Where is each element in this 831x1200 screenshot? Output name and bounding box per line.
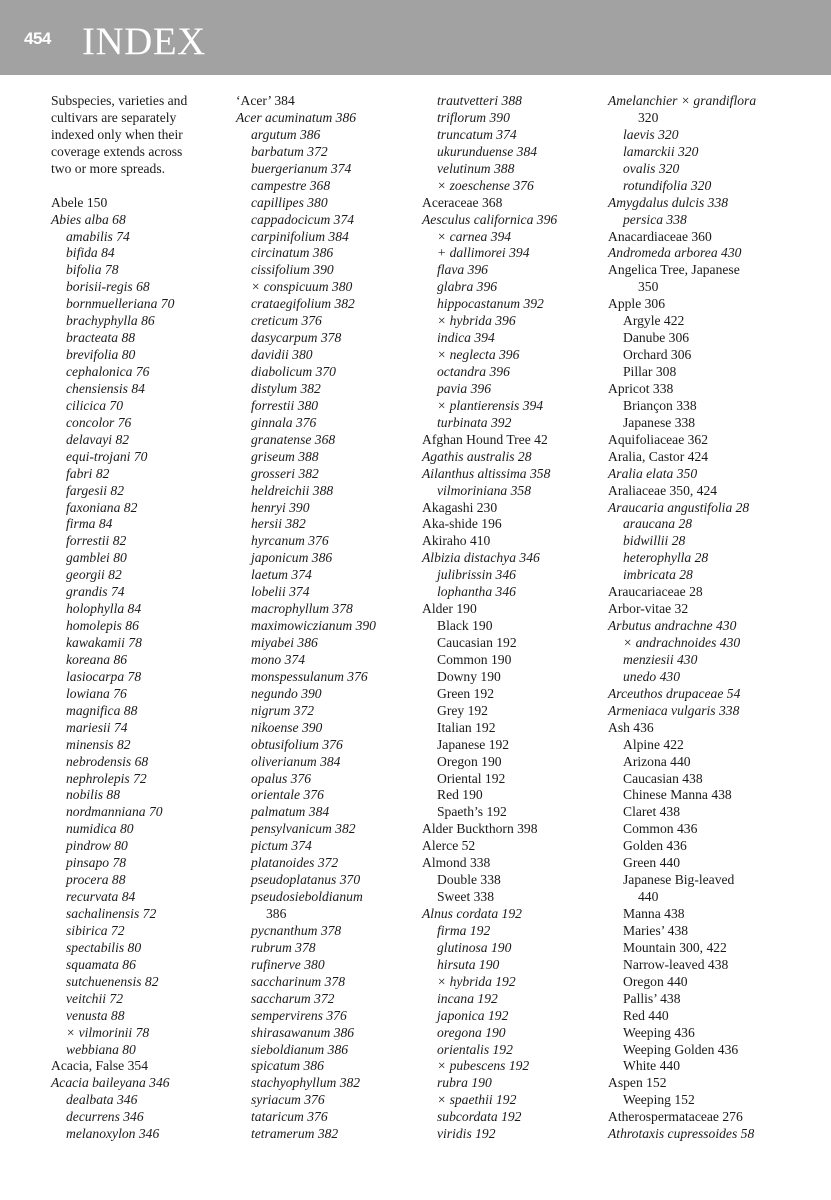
index-subentry: macrophyllum 378 [251,601,353,617]
index-subentry: barbatum 372 [251,143,328,159]
index-subentry: Golden 436 [623,838,687,854]
index-subentry: koreana 86 [66,651,128,667]
index-subentry: hersii 382 [251,516,306,532]
index-subentry: nigrum 372 [251,702,315,718]
index-subentry: × vilmorinii 78 [66,1024,150,1040]
index-subentry: × hybrida 192 [437,973,516,989]
index-subentry: diabolicum 370 [251,364,336,379]
index-subentry: syriacum 376 [251,1092,325,1108]
index-subentry: Oregon 440 [623,973,688,989]
index-subentry: + dallimorei 394 [437,245,530,261]
index-subentry: granatense 368 [251,431,336,447]
index-subentry: Argyle 422 [623,313,685,329]
index-subentry: orientale 376 [251,787,324,803]
index-subentry: sempervirens 376 [251,1007,347,1023]
index-entry: Arceuthos drupaceae 54 [608,685,741,701]
index-subentry: laevis 320 [623,126,679,142]
index-subentry: equi-trojani 70 [66,448,148,464]
index-entry: Alder 190 [422,601,477,617]
index-entry: Anacardiaceae 360 [608,228,712,244]
index-subentry: cilicica 70 [66,397,123,413]
index-subentry: sachalinensis 72 [66,906,157,921]
index-entry: Almond 338 [422,855,491,871]
index-entry: Acer acuminatum 386 [236,109,357,125]
index-subentry: holophylla 84 [66,601,142,617]
index-subentry: webbiana 80 [66,1041,136,1057]
index-subentry: Red 440 [623,1007,669,1023]
index-subentry: pinsapo 78 [66,855,127,871]
index-entry: Acacia, False 354 [51,1058,149,1074]
index-subentry: 320 [638,109,659,125]
index-entry: cultivars are separately [51,109,177,125]
index-subentry: maximowiczianum 390 [251,618,376,634]
index-subentry: campestre 368 [251,177,331,193]
index-subentry: octandra 396 [437,364,510,379]
index-subentry: fargesii 82 [66,482,125,498]
index-subentry: gamblei 80 [66,550,127,566]
index-entry: Aquifoliaceae 362 [608,431,709,447]
index-subentry: Double 338 [437,872,501,888]
index-subentry: miyabei 386 [251,635,318,650]
index-subentry: Common 190 [437,651,512,667]
index-subentry: julibrissin 346 [437,567,516,583]
index-subentry: cissifolium 390 [251,262,334,278]
index-subentry: melanoxylon 346 [66,1126,160,1142]
index-subentry: White 440 [623,1058,681,1074]
index-subentry: Caucasian 438 [623,770,703,786]
index-entry: Ailanthus altissima 358 [422,465,551,481]
index-subentry: concolor 76 [66,414,132,430]
index-entry: Arbor-vitae 32 [608,601,689,617]
index-entry: Aesculus californica 396 [422,211,558,227]
index-subentry: spicatum 386 [251,1058,324,1074]
index-column-3 [422,93,557,1143]
index-subentry: menziesii 430 [623,651,698,667]
index-subentry: sutchuenensis 82 [66,973,159,989]
index-subentry: × pubescens 192 [437,1058,530,1074]
index-subentry: obtusifolium 376 [251,736,343,752]
index-subentry: pensylvanicum 382 [251,821,356,837]
index-subentry: 440 [638,889,659,905]
index-entry: ‘Acer’ 384 [236,93,295,108]
index-subentry: × andrachnoides 430 [623,635,741,650]
index-subentry: circinatum 386 [251,245,334,261]
index-entry: Araucaria angustifolia 28 [608,499,750,515]
index-subentry: glutinosa 190 [437,939,512,955]
index-subentry: veitchii 72 [66,990,123,1006]
index-subentry: indica 394 [437,330,495,346]
index-subentry: flava 396 [437,262,488,278]
index-entry: indexed only when their [51,126,183,142]
index-subentry: triflorum 390 [437,109,510,125]
index-subentry: venusta 88 [66,1007,125,1023]
index-subentry: pindrow 80 [66,838,128,854]
index-subentry: vilmoriniana 358 [437,482,532,498]
index-subentry: forrestii 82 [66,533,127,549]
index-subentry: viridis 192 [437,1126,496,1142]
index-subentry: hippocastanum 392 [437,296,544,312]
page-header [0,0,831,75]
index-entry: Atherospermataceae 276 [608,1109,743,1125]
index-subentry: saccharum 372 [251,990,335,1006]
index-subentry: imbricata 28 [623,567,693,583]
index-subentry: Pillar 308 [623,364,677,379]
index-subentry: Oregon 190 [437,753,502,769]
index-entry: Aceraceae 368 [422,194,503,210]
index-subentry: Danube 306 [623,330,690,346]
index-subentry: Briançon 338 [623,397,697,413]
index-subentry: glabra 396 [437,279,498,295]
index-subentry: rubra 190 [437,1075,492,1091]
index-subentry: × spaethii 192 [437,1092,517,1108]
index-entry: Acacia baileyana 346 [51,1075,170,1091]
index-subentry: buergerianum 374 [251,160,352,176]
index-entry: two or more spreads. [51,160,166,176]
index-subentry: unedo 430 [623,668,681,684]
index-subentry: Maries’ 438 [623,922,689,938]
index-subentry: Arizona 440 [623,753,691,769]
index-subentry: minensis 82 [66,736,131,752]
index-subentry: opalus 376 [251,770,312,786]
index-subentry: lasiocarpa 78 [66,668,142,684]
index-subentry: Grey 192 [437,702,488,718]
index-subentry: × neglecta 396 [437,347,520,363]
index-subentry: pavia 396 [437,380,491,396]
index-entry: Akagashi 230 [422,499,498,515]
index-entry: Arbutus andrachne 430 [608,618,737,634]
index-entry: Aka-shide 196 [422,516,502,532]
index-subentry: × carnea 394 [437,228,512,244]
index-subentry: Weeping 436 [623,1024,695,1040]
index-subentry: dasycarpum 378 [251,330,342,346]
index-subentry: crataegifolium 382 [251,296,355,312]
index-subentry: laetum 374 [251,567,312,583]
index-subentry: negundo 390 [251,685,322,701]
index-subentry: 386 [266,906,287,921]
index-subentry: ginnala 376 [251,414,317,430]
index-subentry: Weeping 152 [623,1092,695,1108]
index-subentry: subcordata 192 [437,1109,522,1125]
index-subentry: griseum 388 [251,448,319,464]
index-entry: Armeniaca vulgaris 338 [608,702,740,718]
index-entry: Apple 306 [608,296,666,312]
index-subentry: cappadocicum 374 [251,211,355,227]
index-subentry: georgii 82 [66,567,122,583]
index-subentry: stachyophyllum 382 [251,1075,361,1091]
index-subentry: delavayi 82 [66,431,130,447]
index-subentry: Black 190 [437,618,493,634]
index-subentry: mariesii 74 [66,719,128,735]
index-subentry: kawakamii 78 [66,635,142,650]
index-entry: Abies alba 68 [51,211,126,227]
index-subentry: velutinum 388 [437,160,515,176]
index-subentry: pseudosieboldianum [251,889,363,905]
index-entry: Abele 150 [51,194,108,210]
index-subentry: bracteata 88 [66,330,136,346]
index-subentry: chensiensis 84 [66,380,145,396]
index-subentry: Spaeth’s 192 [437,804,507,820]
index-subentry: bidwillii 28 [623,533,686,549]
index-entry: Araucariaceae 28 [608,584,703,600]
index-subentry: grosseri 382 [251,465,319,481]
index-subentry: grandis 74 [66,584,125,600]
index-subentry: × hybrida 396 [437,313,516,329]
index-subentry: tetramerum 382 [251,1126,339,1142]
index-subentry: Claret 438 [623,804,681,820]
index-subentry: nebrodensis 68 [66,753,149,769]
index-subentry: fabri 82 [66,465,110,481]
index-subentry: trautvetteri 388 [437,93,522,108]
index-subentry: bifida 84 [66,245,115,261]
index-entry: Aspen 152 [608,1075,667,1091]
index-subentry: × conspicuum 380 [251,279,353,295]
index-subentry: tataricum 376 [251,1109,328,1125]
index-entry: Alnus cordata 192 [422,906,522,921]
index-subentry: platanoides 372 [251,855,339,871]
page-title: INDEX [82,20,206,63]
index-subentry: nobilis 88 [66,787,121,803]
index-subentry: forrestii 380 [251,397,319,413]
index-subentry: carpinifolium 384 [251,228,349,244]
index-subentry: procera 88 [66,872,126,888]
index-subentry: pictum 374 [251,838,312,854]
index-column-1 [51,93,187,1143]
index-entry: Subspecies, varieties and [51,93,188,108]
blank-line [51,178,187,195]
index-subentry: bornmuelleriana 70 [66,296,175,312]
index-entry: Apricot 338 [608,380,674,396]
index-subentry: Orchard 306 [623,347,692,363]
index-entry: Amygdalus dulcis 338 [608,194,729,210]
index-subentry: japonica 192 [437,1007,509,1023]
page-number: 454 [24,29,51,48]
index-subentry: monspessulanum 376 [251,668,368,684]
index-subentry: araucana 28 [623,516,693,532]
index-subentry: mono 374 [251,651,305,667]
index-subentry: nordmanniana 70 [66,804,163,820]
index-subentry: Mountain 300, 422 [623,939,727,955]
index-subentry: Japanese 338 [623,414,696,430]
index-subentry: ukurunduense 384 [437,143,538,159]
index-subentry: davidii 380 [251,347,313,363]
index-entry: Akiraho 410 [422,533,491,549]
index-subentry: nikoense 390 [251,719,323,735]
index-subentry: pseudoplatanus 370 [251,872,361,888]
index-subentry: Pallis’ 438 [623,990,681,1006]
index-entry: Alerce 52 [422,838,476,854]
index-subentry: oregona 190 [437,1024,506,1040]
index-entry: Aralia elata 350 [608,465,698,481]
index-entry: Amelanchier × grandiflora [608,93,757,108]
index-subentry: truncatum 374 [437,126,517,142]
index-subentry: 350 [638,279,659,295]
index-subentry: Japanese Big-leaved [623,872,735,888]
index-subentry: brachyphylla 86 [66,313,155,329]
index-subentry: borisii-regis 68 [66,279,150,295]
index-subentry: firma 84 [66,516,113,532]
index-subentry: brevifolia 80 [66,347,136,363]
index-subentry: lowiana 76 [66,685,127,701]
index-subentry: Green 440 [623,855,680,871]
index-subentry: Manna 438 [623,906,685,921]
index-subentry: numidica 80 [66,821,134,837]
index-entry: Angelica Tree, Japanese [608,262,740,278]
index-subentry: oliverianum 384 [251,753,341,769]
index-subentry: nephrolepis 72 [66,770,147,786]
index-subentry: Green 192 [437,685,494,701]
index-subentry: squamata 86 [66,956,136,972]
index-subentry: Red 190 [437,787,483,803]
index-subentry: Japanese 192 [437,736,510,752]
index-subentry: rotundifolia 320 [623,177,712,193]
index-subentry: amabilis 74 [66,228,130,244]
index-subentry: lamarckii 320 [623,143,699,159]
index-entry: Ash 436 [608,719,654,735]
index-subentry: sibirica 72 [66,922,125,938]
index-subentry: lobelii 374 [251,584,310,600]
index-column-2 [236,93,376,1143]
index-subentry: magnifica 88 [66,702,138,718]
index-subentry: firma 192 [437,922,491,938]
index-subentry: Sweet 338 [437,889,495,905]
index-subentry: distylum 382 [251,380,321,396]
index-subentry: sieboldianum 386 [251,1041,349,1057]
index-subentry: Common 436 [623,821,698,837]
index-subentry: faxoniana 82 [66,499,138,515]
index-subentry: dealbata 346 [66,1092,138,1108]
index-subentry: persica 338 [623,211,687,227]
index-entry: Andromeda arborea 430 [608,245,742,261]
index-subentry: shirasawanum 386 [251,1024,355,1040]
index-subentry: ovalis 320 [623,160,680,176]
index-subentry: decurrens 346 [66,1109,144,1125]
index-subentry: Italian 192 [437,719,496,735]
index-subentry: heldreichii 388 [251,482,334,498]
index-subentry: creticum 376 [251,313,322,329]
index-subentry: henryi 390 [251,499,310,515]
index-entry: Alder Buckthorn 398 [422,821,538,837]
index-entry: Athrotaxis cupressoides 58 [608,1126,755,1142]
index-subentry: recurvata 84 [66,889,136,905]
index-subentry: heterophylla 28 [623,550,709,566]
index-subentry: rufinerve 380 [251,956,325,972]
index-subentry: Caucasian 192 [437,635,517,650]
index-subentry: argutum 386 [251,126,321,142]
index-subentry: japonicum 386 [251,550,333,566]
index-subentry: capillipes 380 [251,194,328,210]
index-subentry: × plantierensis 394 [437,397,544,413]
index-subentry: hyrcanum 376 [251,533,329,549]
index-subentry: homolepis 86 [66,618,139,634]
index-subentry: pycnanthum 378 [251,922,342,938]
index-subentry: lophantha 346 [437,584,516,600]
index-entry: coverage extends across [51,143,183,159]
index-entry: Aralia, Castor 424 [608,448,709,464]
index-subentry: cephalonica 76 [66,364,150,379]
index-subentry: turbinata 392 [437,414,512,430]
index-entry: Agathis australis 28 [422,448,532,464]
index-subentry: Narrow-leaved 438 [623,956,729,972]
index-subentry: rubrum 378 [251,939,316,955]
index-subentry: Downy 190 [437,668,501,684]
index-entry: Araliaceae 350, 424 [608,482,718,498]
index-column-4 [608,93,756,1143]
index-subentry: Chinese Manna 438 [623,787,732,803]
index-subentry: Oriental 192 [437,770,506,786]
index-subentry: × zoeschense 376 [437,177,534,193]
index-subentry: spectabilis 80 [66,939,142,955]
index-entry: Afghan Hound Tree 42 [422,431,548,447]
index-subentry: bifolia 78 [66,262,119,278]
index-subentry: Weeping Golden 436 [623,1041,739,1057]
index-subentry: palmatum 384 [251,804,330,820]
index-subentry: incana 192 [437,990,498,1006]
index-subentry: hirsuta 190 [437,956,500,972]
index-subentry: Alpine 422 [623,736,684,752]
index-subentry: orientalis 192 [437,1041,513,1057]
index-entry: Albizia distachya 346 [422,550,540,566]
index-subentry: saccharinum 378 [251,973,346,989]
